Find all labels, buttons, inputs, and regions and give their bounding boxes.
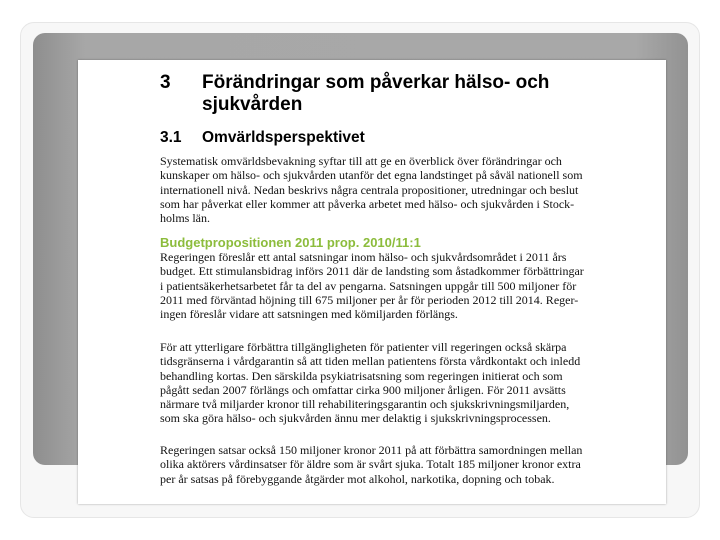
text-line: 2011 med förväntad höjning till 675 miljoner per år för perioden 2012 till 2014. Reger- [160,292,579,307]
text-line: Regeringen föreslår ett antal satsningar inom hälso- och sjukvårdsområdet i 2011 års [160,250,567,264]
paragraph-1 [160,250,584,322]
text-line: Systematisk omvärldsbevakning syftar till att ge en överblick över förändringar och [160,154,562,168]
text-line: Regeringen satsar också 150 miljoner kronor 2011 på att förbättra samordningen mellan [160,443,583,457]
document-page [78,60,666,504]
text-line: internationell nivå. Nedan beskrivs några centrala propositioner, utredningar och beslut [160,182,579,197]
subsection-heading: Budgetpropositionen 2011 prop. 2010/11:1 [160,235,421,250]
chapter-title-line: sjukvården [202,94,303,115]
text-line: budget. Ett stimulansbidrag införs 2011 där de landsting som åstadkommer förbättringar [160,264,584,279]
text-line: För att ytterligare förbättra tillgängligheten för patienter vill regeringen också skärpa [160,340,567,354]
section-title: Omvärldsperspektivet [202,129,365,146]
text-line: kunskaper om hälso- och sjukvården utanför det egna landstinget på såväl nationell som [160,168,583,183]
section-number: 3.1 [160,129,182,146]
text-line: som ska göra hälso- och sjukvården ännu mer delaktig i sjukskrivningsprocessen. [160,411,551,426]
text-line: pågått sedan 2007 förlängs och omfattar cirka 900 miljoner årligen. För 2011 avsätts [160,382,566,397]
text-line: holms län. [160,211,210,226]
chapter-number: 3 [160,72,171,93]
text-line: olika aktörers vårdinsatser för äldre som är svårt sjuka. Totalt 185 miljoner kronor extra [160,457,581,472]
text-line: i patientsäkerhetsarbetet får ta del av pengarna. Satsningen uppgår till 500 miljoner för [160,278,577,293]
intro-paragraph [160,154,583,226]
chapter-title-line: Förändringar som påverkar hälso- och [202,72,550,93]
text-line: per år satsas på förebyggande åtgärder mot alkohol, narkotika, dopning och tobak. [160,471,555,486]
text-line: som har påverkat eller kommer att påverka arbetet med hälso- och sjukvården i Stock- [160,196,575,211]
text-line: närmare två miljarder kronor till rehabiliteringsgarantin och sjukskrivningsmiljarden, [160,397,570,412]
paragraph-3 [160,443,583,486]
text-line: ingen föreslår vidare att satsningen med kömiljarden förlängs. [160,307,458,322]
text-line: behandling kortas. Den särskilda psykiatrisatsning som regeringen initierat och som [160,368,563,383]
chapter-title [202,72,602,116]
paragraph-2 [160,340,581,426]
text-line: tidsgränserna i vårdgarantin så att tiden mellan patientens första vårdkontakt och inledd [160,354,581,369]
